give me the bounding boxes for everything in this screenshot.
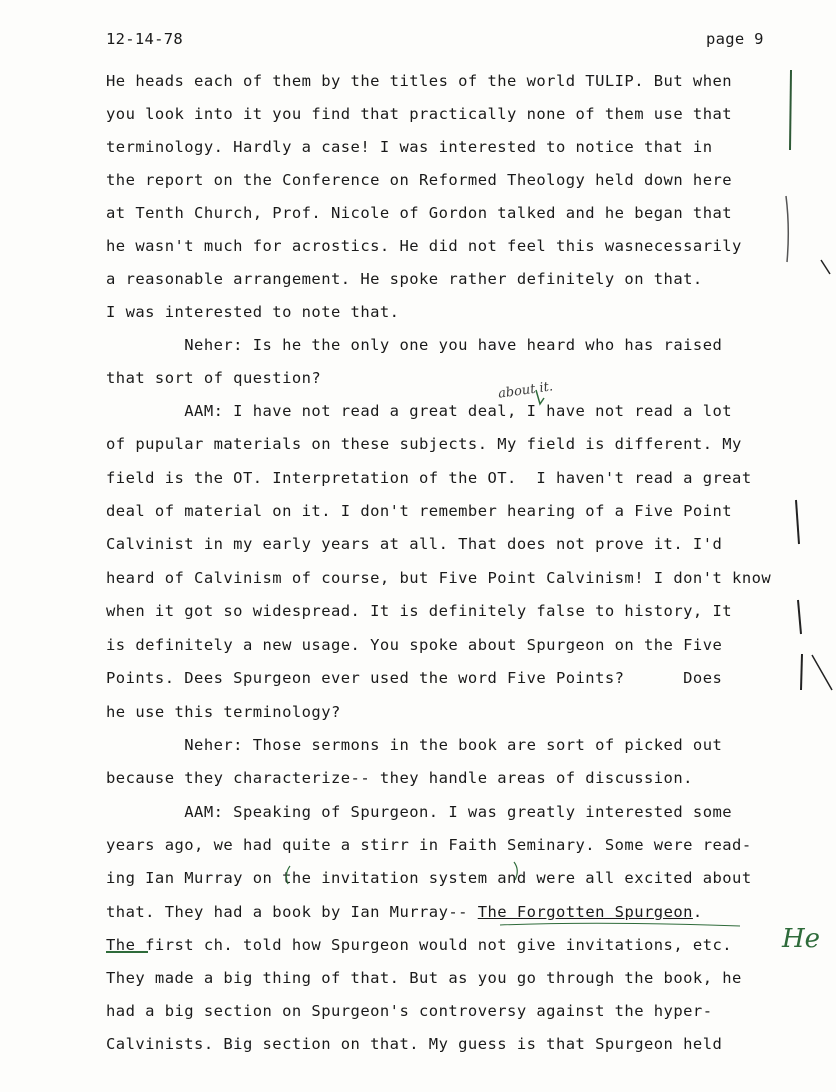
paren-mark [514,862,517,880]
text-line: Points. Dees Spurgeon ever used the word Five Points? Does [106,669,723,687]
text-line: ing Ian Murray on the invitation system and were all excited about [106,869,752,887]
text-line: the report on the Conference on Reformed Theology held down here [106,171,733,189]
text-line: years ago, we had quite a stirr in Faith Seminary. Some were read- [106,836,752,854]
text-line: field is the OT. Interpretation of the OT. I haven't read a great [106,469,752,487]
margin-line-mark [798,600,801,634]
text-line: when it got so widespread. It is definitely false to history, It [106,602,733,620]
text-line: Neher: Those sermons in the book are sort of picked out [106,736,723,754]
text-line: of pupular materials on these subjects. My field is different. My [106,435,742,453]
text-line: Neher: Is he the only one you have heard who has raised [106,336,723,354]
header-page-number: page 9 [706,30,764,48]
text-line: you look into it you find that practically none of them use that [106,105,733,123]
text-line: had a big section on Spurgeon's controversy against the hyper- [106,1002,713,1020]
text-line: because they characterize-- they handle areas of discussion. [106,769,693,787]
underline-stroke [500,923,740,926]
margin-line-mark [796,500,799,544]
text-line: he wasn't much for acrostics. He did not feel this wasnecessarily [106,237,742,255]
handwritten-margin-note: He [782,924,821,954]
text-line: AAM: Speaking of Spurgeon. I was greatly interested some [106,803,733,821]
text-line: at Tenth Church, Prof. Nicole of Gordon talked and he began that [106,204,733,222]
margin-line-mark [801,654,802,690]
text-line: They made a big thing of that. But as you go through the book, he [106,969,742,987]
paren-mark [286,866,290,884]
text-line: he use this terminology? [106,703,341,721]
text-line: AAM: I have not read a great deal, I have not read a lot [106,402,733,420]
text-line: I was interested to note that. [106,303,400,321]
text-line: deal of material on it. I don't remember hearing of a Five Point [106,502,733,520]
text-line: He heads each of them by the titles of the world TULIP. But when [106,72,733,90]
text-line: that sort of question? [106,369,322,387]
text-line: The first ch. told how Spurgeon would not give invitations, etc. [106,936,733,954]
text-line: is definitely a new usage. You spoke about Spurgeon on the Five [106,636,723,654]
text-line: terminology. Hardly a case! I was interested to notice that in [106,138,713,156]
caret-insert-mark [536,390,544,404]
book-title-underlined: The Forgotten Spurgeon [477,903,693,921]
header-date: 12-14-78 [106,30,184,48]
margin-line-mark [790,70,791,150]
handwritten-insert-note: about it. [497,379,554,402]
margin-bracket-mark [786,196,788,262]
text-line: Calvinists. Big section on that. My guess is that Spurgeon held [106,1035,723,1053]
text-span: . [692,903,703,921]
text-span: that. They had a book by Ian Murray-- [106,903,478,921]
text-line: heard of Calvinism of course, but Five Point Calvinism! I don't know [106,569,772,587]
margin-line-mark [812,655,832,690]
text-line: Calvinist in my early years at all. That does not prove it. I'd [106,535,723,553]
margin-tick-mark [821,260,830,274]
text-line: a reasonable arrangement. He spoke rather definitely on that. [106,270,703,288]
